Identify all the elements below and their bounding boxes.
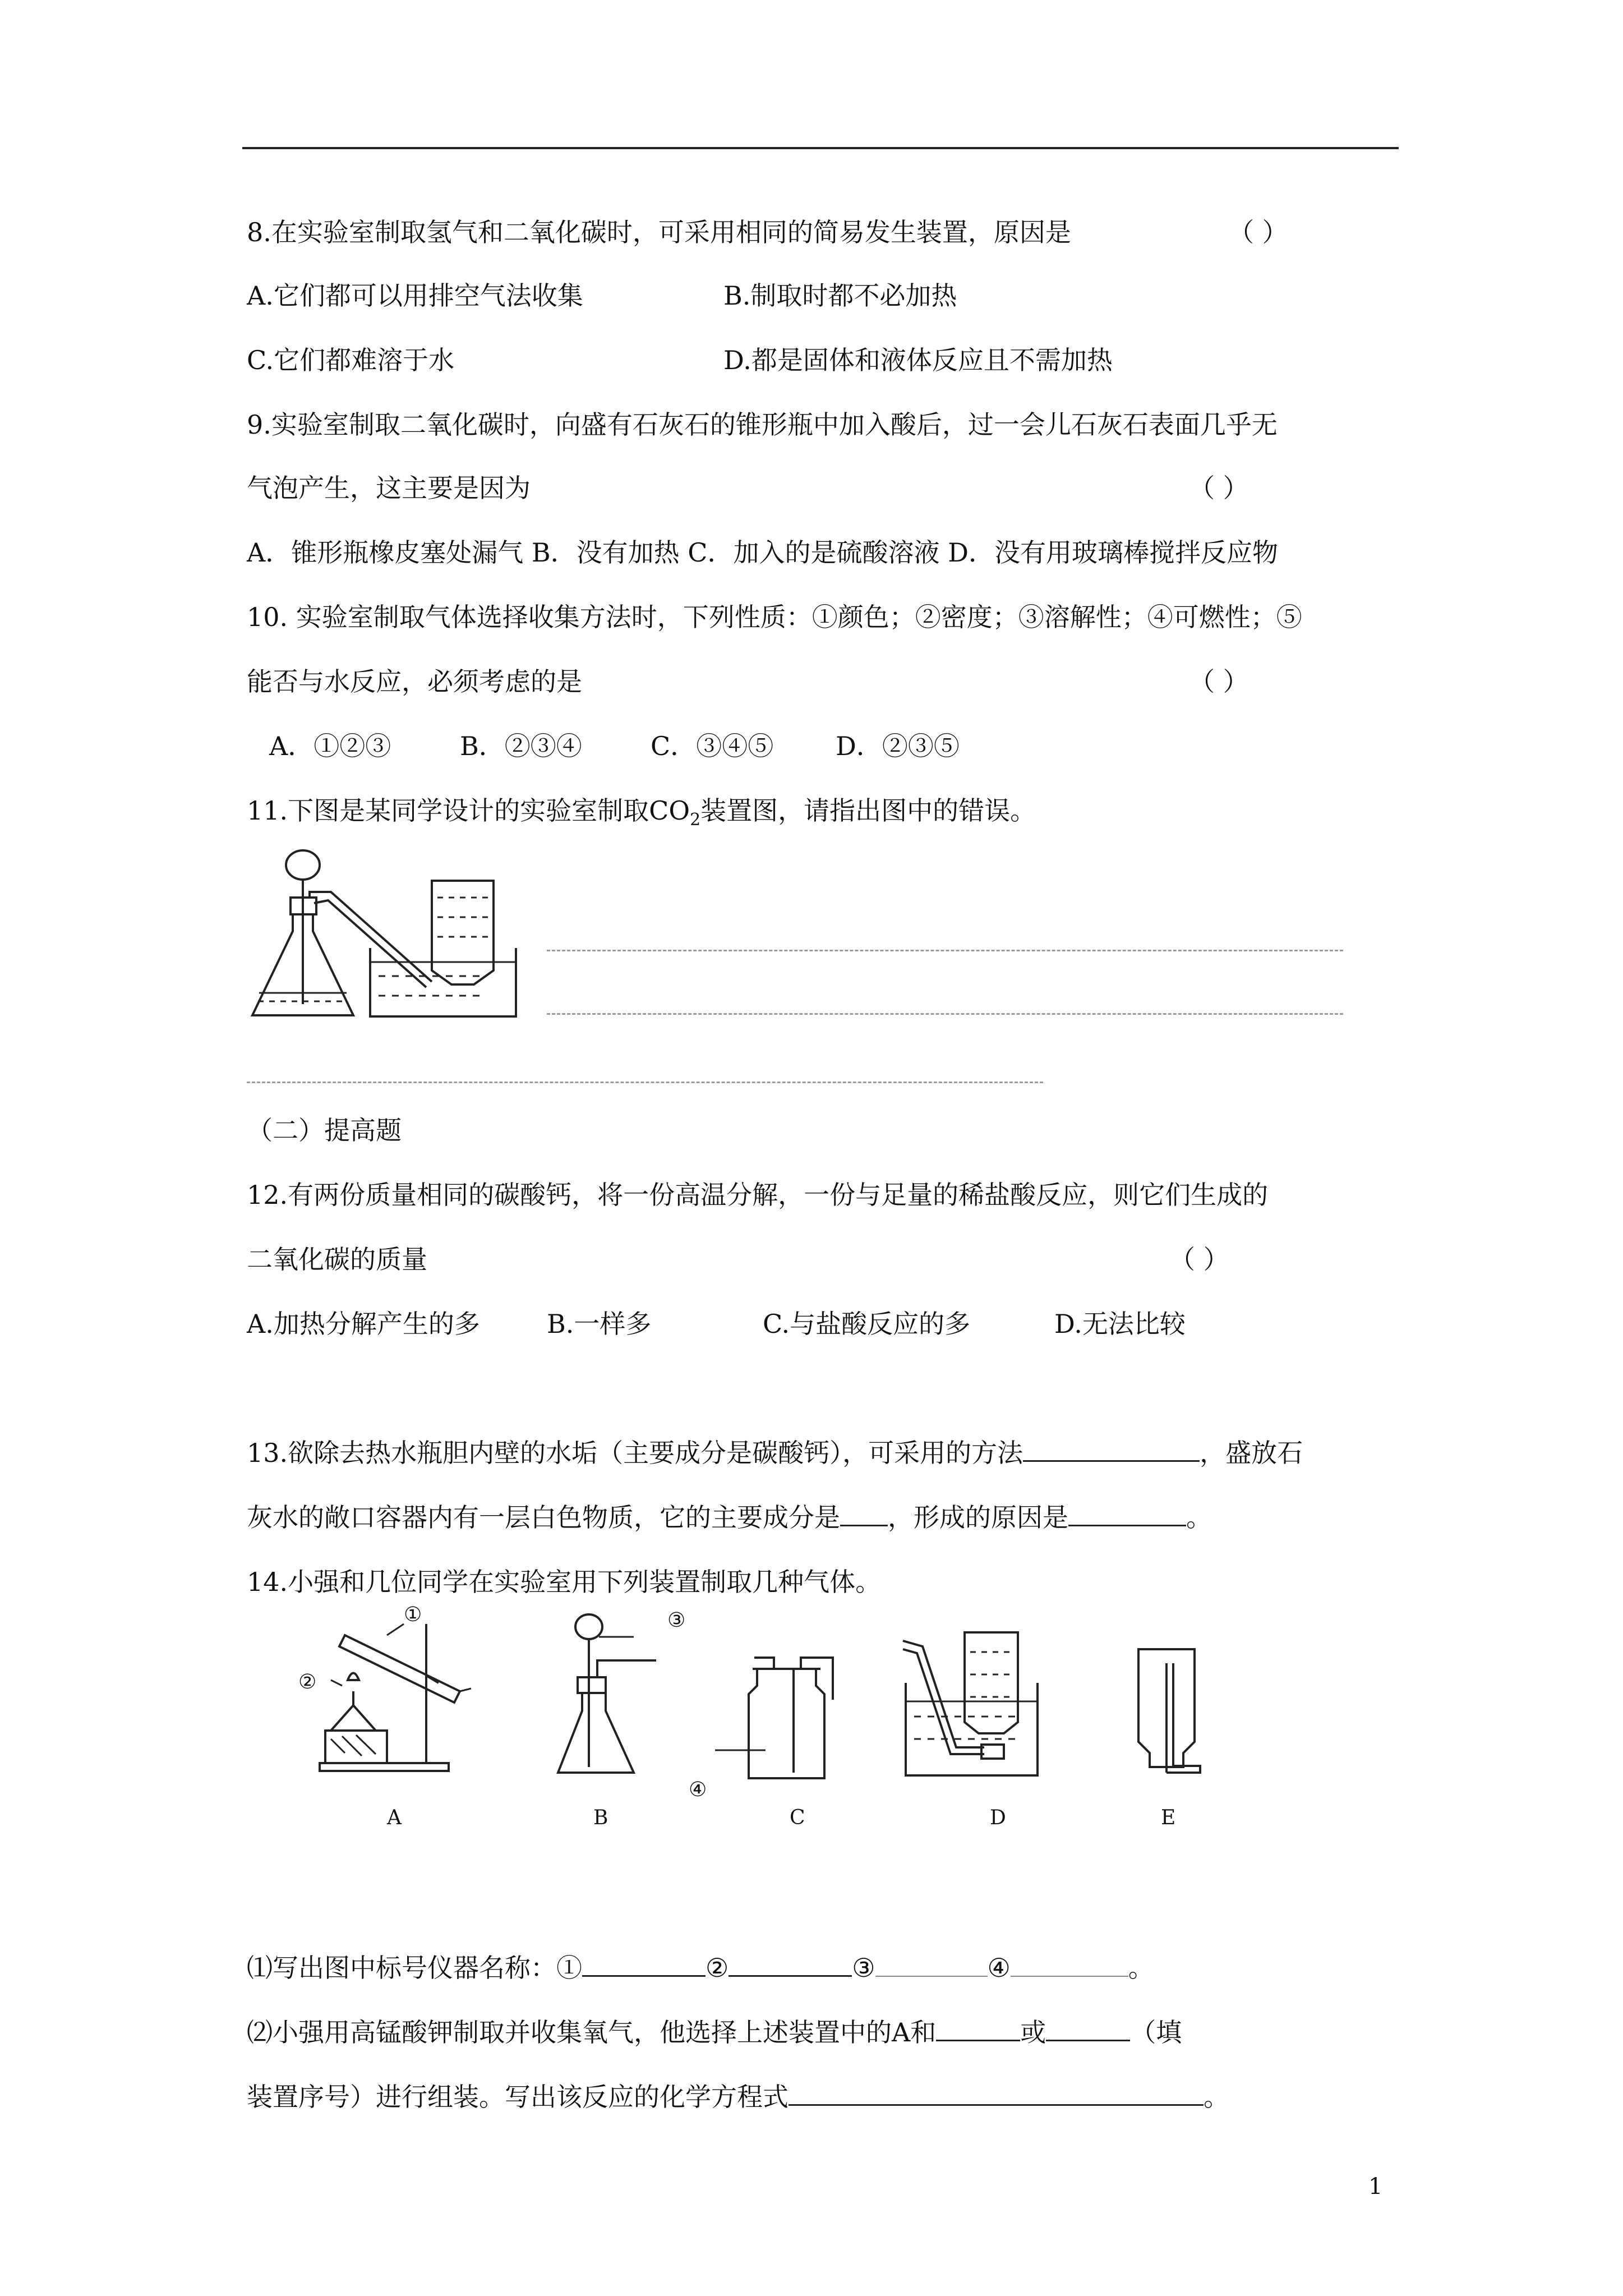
q8-option-b: B.制取时都不必加热 (723, 280, 957, 311)
q14-blank-1[interactable] (582, 1952, 706, 1977)
q14-label-e: E (1161, 1806, 1176, 1829)
q9-line1: 9.实验室制取二氧化碳时，向盛有石灰石的锥形瓶中加入酸后，过一会儿石灰石表面几乎无 (247, 409, 1278, 440)
q14-part1: ⑴写出图中标号仪器名称：① ② ③ ④ 。 (247, 1953, 1154, 1983)
q12-option-c: C.与盐酸反应的多 (763, 1309, 971, 1339)
q8-option-c: C.它们都难溶于水 (247, 345, 455, 375)
q14-blank-3[interactable] (875, 1952, 988, 1977)
q14-mark-4: ④ (689, 1778, 707, 1801)
q14-apparatus-e (1127, 1646, 1217, 1781)
q13-blank-substance[interactable] (840, 1501, 888, 1526)
q12-option-d: D.无法比较 (1054, 1309, 1186, 1339)
q8-option-a: A.它们都可以用排空气法收集 (247, 280, 583, 311)
q8-stem: 8.在实验室制取氢气和二氧化碳时，可采用相同的简易发生装置，原因是 (247, 217, 1071, 247)
q14-label-b: B (593, 1806, 608, 1829)
q8-option-d: D.都是固体和液体反应且不需加热 (723, 345, 1113, 375)
section-heading-advanced: （二）提高题 (247, 1115, 402, 1145)
header-rule (242, 147, 1399, 149)
q11-apparatus-figure (247, 841, 538, 1027)
q13-line2: 灰水的敞口容器内有一层白色物质，它的主要成分是 ，形成的原因是 。 (247, 1502, 1212, 1533)
q14-blank-equation[interactable] (789, 2081, 1204, 2106)
q13-blank-method[interactable] (1023, 1437, 1200, 1462)
q13-blank-reason[interactable] (1068, 1501, 1186, 1526)
q12-answer-paren: （ ） (1169, 1244, 1229, 1274)
q14-part2-line1: ⑵小强用高锰酸钾制取并收集氧气，他选择上述装置中的A和 或 （填 (247, 2017, 1182, 2047)
q10-line2: 能否与水反应，必须考虑的是 (247, 666, 582, 697)
q14-apparatus-b (555, 1604, 667, 1778)
q9-line2: 气泡产生，这主要是因为 (247, 473, 531, 503)
q9-options: A．锥形瓶橡皮塞处漏气 B．没有加热 C．加入的是硫酸溶液 D．没有用玻璃棒搅拌反应物 (247, 537, 1278, 568)
q9-answer-paren: （ ） (1189, 473, 1249, 503)
q10-answer-paren: （ ） (1189, 666, 1249, 697)
q14-apparatus-c (712, 1646, 841, 1781)
q14-mark-3: ③ (667, 1609, 686, 1632)
q12-line2: 二氧化碳的质量 (247, 1244, 427, 1274)
q13-line1: 13.欲除去热水瓶胆内壁的水垢（主要成分是碳酸钙），可采用的方法 ，盛放石 (247, 1438, 1303, 1468)
q14-blank-collect-1[interactable] (936, 2016, 1020, 2041)
q14-blank-2[interactable] (728, 1952, 852, 1977)
q12-option-a: A.加热分解产生的多 (247, 1309, 480, 1339)
q10-option-a: A．①②③ (269, 731, 391, 761)
q12-option-b: B.一样多 (547, 1309, 652, 1339)
q11-answer-line-1[interactable] (547, 950, 1343, 951)
q12-line1: 12.有两份质量相同的碳酸钙，将一份高温分解，一份与足量的稀盐酸反应，则它们生成的 (247, 1180, 1269, 1210)
q14-label-a: A (387, 1806, 402, 1829)
q14-apparatus-d (900, 1630, 1040, 1781)
q14-apparatus-a (292, 1607, 482, 1775)
q11-stem: 11.下图是某同学设计的实验室制取$CO_2$装置图，请指出图中的错误。 (247, 795, 1036, 830)
q10-option-d: D．②③⑤ (836, 731, 960, 761)
q10-option-b: B．②③④ (460, 731, 582, 761)
q14-blank-collect-2[interactable] (1046, 2016, 1130, 2041)
q11-answer-line-2[interactable] (547, 1013, 1343, 1015)
q10-option-c: C．③④⑤ (651, 731, 774, 761)
q14-mark-1: ① (404, 1603, 422, 1626)
q10-line1: 10. 实验室制取气体选择收集方法时，下列性质：①颜色；②密度；③溶解性；④可燃性；⑤ (247, 602, 1302, 632)
q14-label-c: C (790, 1806, 805, 1829)
page-number: 1 (1368, 2174, 1383, 2200)
q8-answer-paren: （ ） (1228, 217, 1288, 247)
q14-mark-2: ② (298, 1671, 317, 1694)
q14-label-d: D (990, 1806, 1006, 1829)
q14-part2-line2: 装置序号）进行组装。写出该反应的化学方程式 。 (247, 2082, 1229, 2112)
q14-stem: 14.小强和几位同学在实验室用下列装置制取几种气体。 (247, 1567, 882, 1597)
q14-blank-4[interactable] (1011, 1952, 1128, 1977)
q11-answer-line-3[interactable] (247, 1082, 1043, 1083)
